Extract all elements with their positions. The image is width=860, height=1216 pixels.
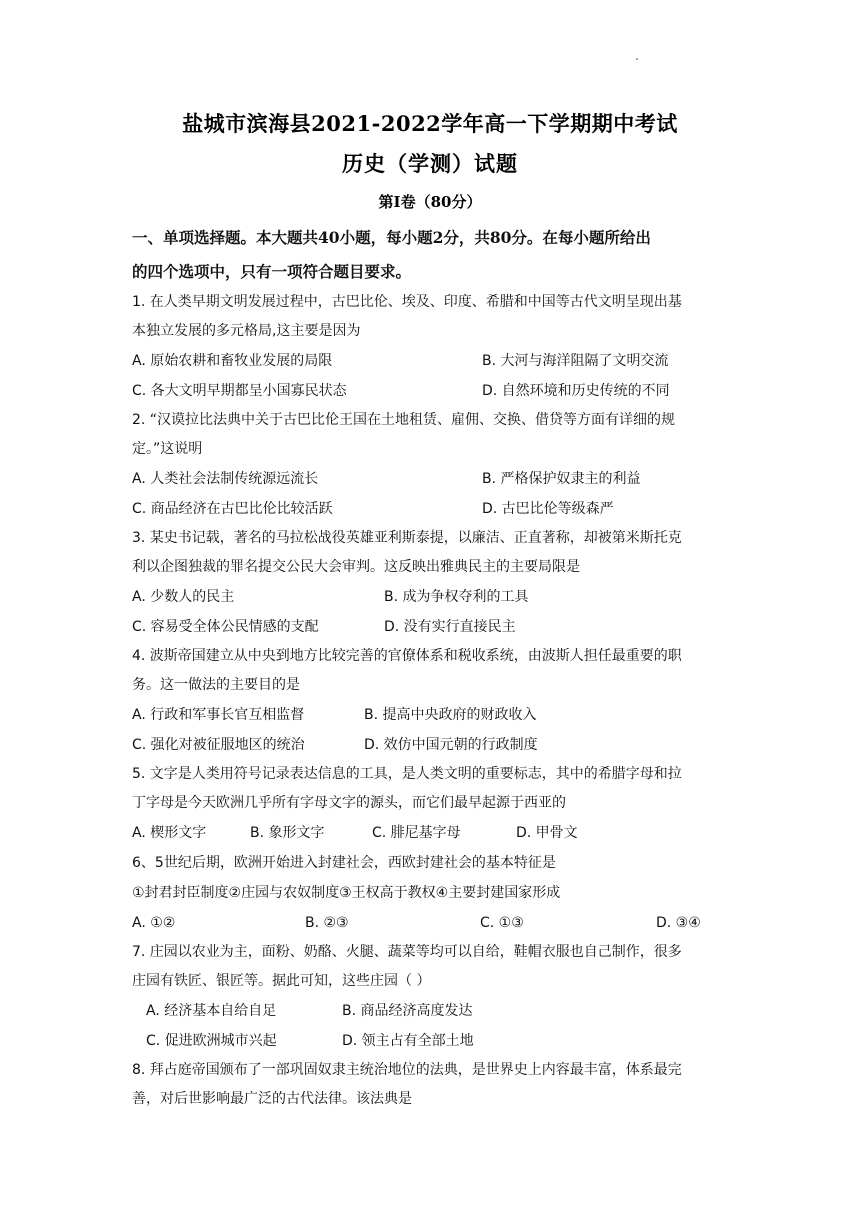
exam-title: 盐城市滨海县2021-2022学年高一下学期期中考试 (182, 111, 678, 136)
question-4-option-b: B. 提高中央政府的财政收入 (364, 707, 537, 723)
question-2-option-c: C. 商品经济在古巴比伦比较活跃 (132, 501, 333, 517)
question-2-option-d: D. 古巴比伦等级森严 (482, 501, 614, 517)
question-5-stem-line2: 丁字母是今天欧洲几乎所有字母文字的源头，而它们最早起源于西亚的 (132, 795, 566, 811)
question-2-stem-line2: 定。”这说明 (132, 441, 203, 457)
question-2-option-a: A. 人类社会法制传统源远流长 (132, 471, 319, 487)
question-7-stem-line1: 7. 庄园以农业为主，面粉、奶酪、火腿、蔬菜等均可以自给，鞋帽衣服也自己制作，很多 (132, 944, 682, 960)
question-3-stem-line1: 3. 某史书记载，著名的马拉松战役英雄亚利斯泰提，以廉洁、正直著称，却被第米斯托克 (132, 530, 682, 546)
question-6-option-c: C. ①③ (480, 915, 524, 931)
question-1-stem-line1: 1. 在人类早期文明发展过程中，古巴比伦、埃及、印度、希腊和中国等古代文明呈现出基 (132, 294, 682, 310)
question-3-option-d: D. 没有实行直接民主 (384, 619, 516, 635)
question-4-option-c: C. 强化对被征服地区的统治 (132, 737, 305, 753)
exam-subtitle: 历史（学测）试题 (342, 151, 518, 176)
question-2-stem-line1: 2. “汉谟拉比法典中关于古巴比伦王国在土地租赁、雇佣、交换、借贷等方面有详细的规 (132, 412, 676, 428)
question-1-option-b: B. 大河与海洋阻隔了文明交流 (482, 353, 669, 369)
question-7-option-d: D. 领主占有全部土地 (342, 1033, 474, 1049)
section-instruction-line1: 一、单项选择题。本大题共40小题，每小题2分，共80分。在每小题所给出 (132, 228, 651, 247)
question-5-option-d: D. 甲骨文 (516, 825, 578, 841)
question-4-stem-line1: 4. 波斯帝国建立从中央到地方比较完善的官僚体系和税收系统，由波斯人担任最重要的职 (132, 648, 682, 664)
question-5-option-c: C. 腓尼基字母 (372, 825, 461, 841)
question-5-option-a: A. 楔形文字 (132, 825, 207, 841)
volume-title: 第Ⅰ卷（80分） (378, 193, 482, 211)
question-5-option-b: B. 象形文字 (250, 825, 325, 841)
question-7-stem-line2: 庄园有铁匠、银匠等。据此可知，这些庄园（ ） (132, 973, 431, 989)
question-4-option-d: D. 效仿中国元朝的行政制度 (364, 737, 538, 753)
question-6-option-b: B. ②③ (305, 915, 349, 931)
question-7-option-a: A. 经济基本自给自足 (146, 1003, 277, 1019)
question-4-stem-line2: 务。这一做法的主要目的是 (132, 677, 300, 693)
question-6-option-a: A. ①② (132, 915, 176, 931)
question-1-option-d: D. 自然环境和历史传统的不同 (482, 383, 670, 399)
question-5-stem-line1: 5. 文字是人类用符号记录表达信息的工具，是人类文明的重要标志，其中的希腊字母和拉 (132, 766, 682, 782)
section-instruction-line2: 的四个选项中，只有一项符合题目要求。 (132, 262, 412, 281)
question-2-option-b: B. 严格保护奴隶主的利益 (482, 471, 641, 487)
question-4-option-a: A. 行政和军事长官互相监督 (132, 707, 305, 723)
question-1-stem-line2: 本独立发展的多元格局,这主要是因为 (132, 323, 361, 339)
question-7-option-b: B. 商品经济高度发达 (342, 1003, 473, 1019)
question-3-option-b: B. 成为争权夺利的工具 (384, 589, 529, 605)
question-6-stem-line2: ①封君封臣制度②庄园与农奴制度③王权高于教权④主要封建国家形成 (132, 885, 561, 901)
scan-dot (636, 58, 638, 60)
question-7-option-c: C. 促进欧洲城市兴起 (146, 1033, 277, 1049)
question-8-stem-line1: 8. 拜占庭帝国颁布了一部巩固奴隶主统治地位的法典，是世界史上内容最丰富，体系最完 (132, 1062, 682, 1078)
question-1-option-a: A. 原始农耕和畜牧业发展的局限 (132, 353, 333, 369)
question-3-option-a: A. 少数人的民主 (132, 589, 235, 605)
question-6-stem-line1: 6、5世纪后期，欧洲开始进入封建社会，西欧封建社会的基本特征是 (132, 855, 556, 871)
question-6-option-d: D. ③④ (656, 915, 701, 931)
question-8-stem-line2: 善，对后世影响最广泛的古代法律。该法典是 (132, 1091, 412, 1107)
question-1-option-c: C. 各大文明早期都呈小国寡民状态 (132, 383, 347, 399)
question-3-option-c: C. 容易受全体公民情感的支配 (132, 619, 319, 635)
question-3-stem-line2: 利以企图独裁的罪名提交公民大会审判。这反映出雅典民主的主要局限是 (132, 559, 580, 575)
